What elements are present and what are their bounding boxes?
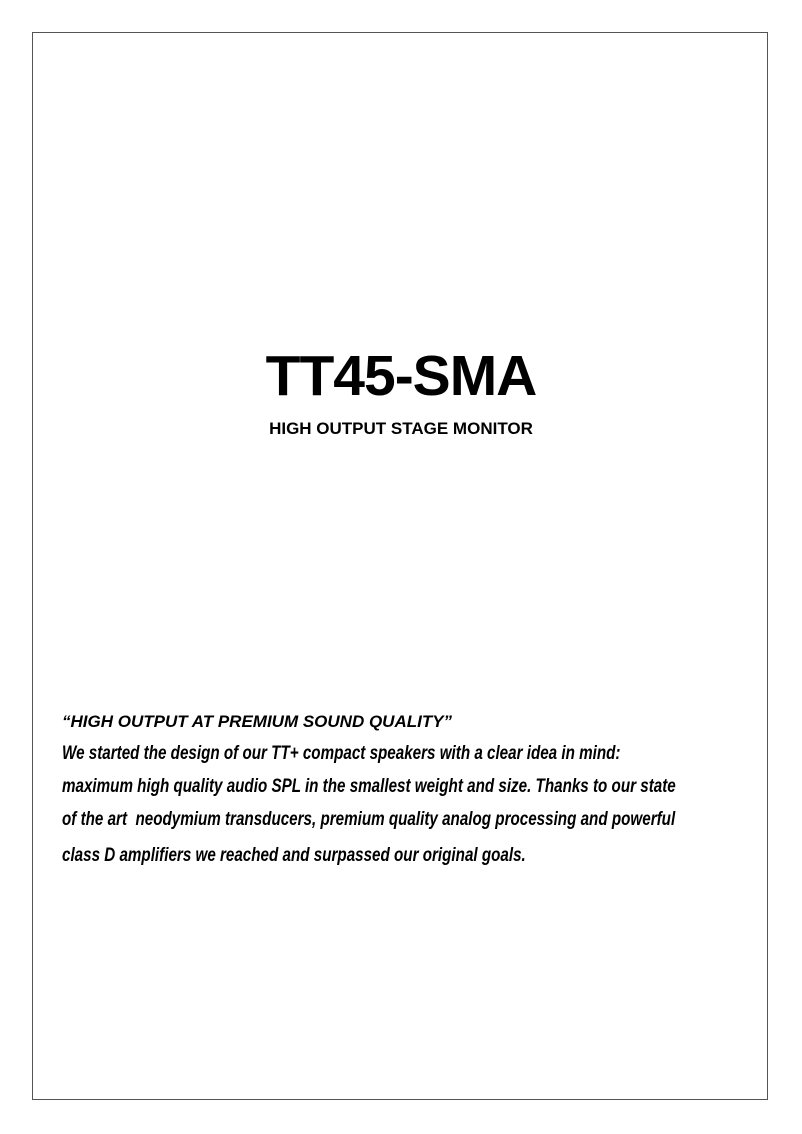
intro-paragraph-line: maximum high quality audio SPL in the smallest weight and size. Thanks to our state [62,776,676,797]
product-subtitle: HIGH OUTPUT STAGE MONITOR [269,419,533,438]
intro-paragraph-line: class D amplifiers we reached and surpassed our original goals. [62,845,526,866]
page-border [32,32,768,1100]
tagline-quote: “HIGH OUTPUT AT PREMIUM SOUND QUALITY” [62,712,453,731]
product-title: TT45-SMA [265,344,537,408]
intro-paragraph-line: of the art neodymium transducers, premium quality analog processing and powerful [62,809,676,830]
intro-paragraph-line: We started the design of our TT+ compact speakers with a clear idea in mind: [62,743,621,764]
